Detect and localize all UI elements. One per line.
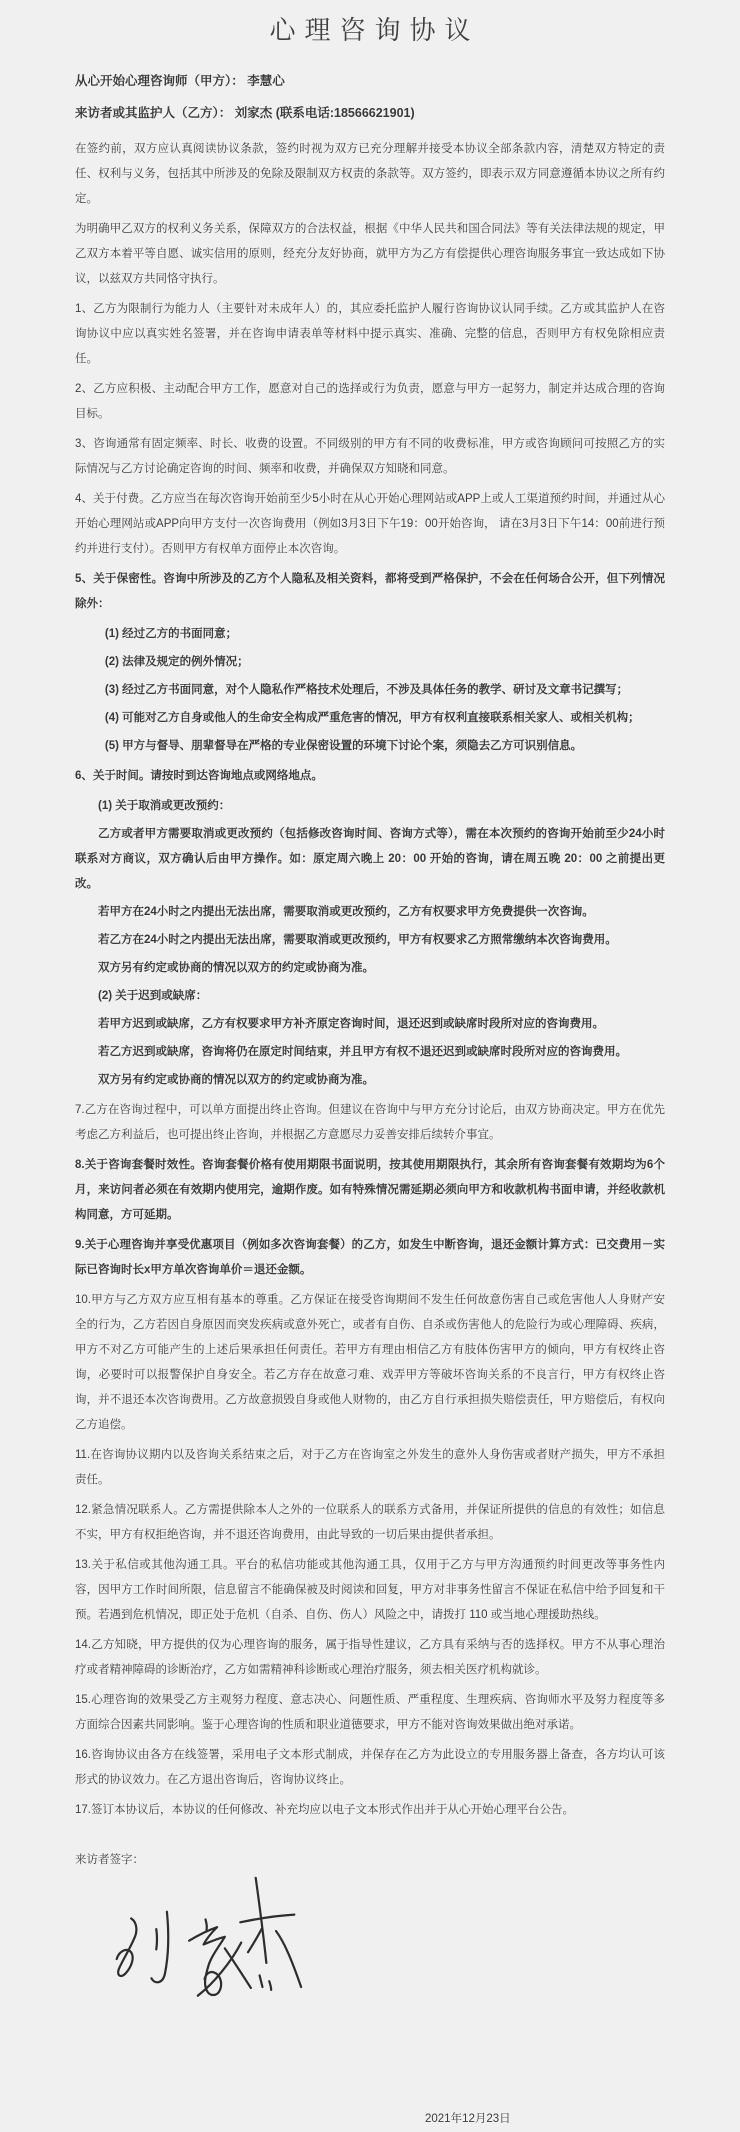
paragraph: 9.关于心理咨询并享受优惠项目（例如多次咨询套餐）的乙方，如发生中断咨询，退还金额计算方式：已交费用－实际已咨询时长x甲方单次咨询单价＝退还金额。	[75, 1239, 665, 1276]
page-title: 心理咨询协议	[269, 15, 480, 45]
paragraph: 乙方或者甲方需要取消或更改预约（包括修改咨询时间、咨询方式等），需在本次预约的咨询开始前至少24小时联系对方商议，双方确认后由甲方操作。如：原定周六晚上 20：00 开始的咨询，请在周五晚 20：00 之前提出更改。	[75, 828, 665, 890]
paragraph: 若乙方在24小时之内提出无法出席，需要取消或更改预约，甲方有权要求乙方照常缴纳本次咨询费用。	[98, 934, 617, 946]
paragraph: 14.乙方知晓，甲方提供的仅为心理咨询的服务，属于指导性建议，乙方具有采纳与否的选择权。甲方不从事心理治疗或者精神障碍的诊断治疗，乙方如需精神科诊断或心理治疗服务，须去相关医疗机构就诊。	[75, 1639, 665, 1676]
paragraph: (3) 经过乙方书面同意，对个人隐私作严格技术处理后，不涉及具体任务的教学、研讨及文章书记撰写；	[104, 684, 629, 696]
paragraph: 若乙方迟到或缺席，咨询将仍在原定时间结束，并且甲方有权不退还迟到或缺席时段所对应的咨询费用。	[98, 1046, 627, 1058]
paragraph: 13.关于私信或其他沟通工具。平台的私信功能或其他沟通工具，仅用于乙方与甲方沟通预约时间更改等事务性内容，因甲方工作时间所限，信息留言不能确保被及时阅读和回复，甲方对非事务性留言不保证在私信中给予回复和干预。若遇到危机情况，即正处于危机（自杀、自伤、伤人）风险之中，请拨打 110 或当地心理援助热线。	[75, 1559, 665, 1621]
paragraph: 若甲方迟到或缺席，乙方有权要求甲方补齐原定咨询时间，退还迟到或缺席时段所对应的咨询费用。	[98, 1018, 604, 1030]
paragraph: 双方另有约定或协商的情况以双方的约定或协商为准。	[98, 1074, 374, 1086]
agreement-paragraphs	[75, 137, 665, 1823]
paragraph: 17.签订本协议后，本协议的任何修改、补充均应以电子文本形式作出并于从心开始心理平台公告。	[75, 1804, 574, 1816]
agreement-document	[0, 10, 740, 2125]
paragraph: 在签约前，双方应认真阅读协议条款，签约时视为双方已充分理解并接受本协议全部条款内容，清楚双方特定的责任、权利与义务，包括其中所涉及的免除及限制双方权责的条款等。双方签约，即表示双方同意遵循本协议之所有约定。	[75, 143, 665, 205]
paragraph: 11.在咨询协议期内以及咨询关系结束之后，对于乙方在咨询室之外发生的意外人身伤害或者财产损失，甲方不承担责任。	[75, 1449, 665, 1486]
paragraph: 6、关于时间。请按时到达咨询地点或网络地点。	[75, 770, 323, 782]
paragraph: 1、乙方为限制行为能力人（主要针对未成年人）的，其应委托监护人履行咨询协议认同手续。乙方或其监护人在咨询协议中应以真实姓名签署，并在咨询申请表单等材料中提示真实、准确、完整的信息，否则甲方有权免除相应责任。	[75, 303, 665, 365]
signature-label: 来访者签字：	[75, 1854, 144, 1866]
paragraph: 8.关于咨询套餐时效性。咨询套餐价格有使用期限书面说明，按其使用期限执行，其余所有咨询套餐有效期均为6个月，来访问者必须在有效期内使用完，逾期作废。如有特殊情况需延期必须向甲方和收款机构书面申请，并经收款机构同意，方可延期。	[75, 1159, 665, 1221]
paragraph: 2、乙方应积极、主动配合甲方工作，愿意对自己的选择或行为负责，愿意与甲方一起努力，制定并达成合理的咨询目标。	[75, 383, 665, 420]
paragraph: 5、关于保密性。咨询中所涉及的乙方个人隐私及相关资料，都将受到严格保护，不会在任何场合公开，但下列情况除外：	[75, 573, 665, 610]
paragraph: 7.乙方在咨询过程中，可以单方面提出终止咨询。但建议在咨询中与甲方充分讨论后，由双方协商决定。甲方在优先考虑乙方利益后，也可提出终止咨询，并根据乙方意愿尽力妥善安排后续转介事宜。	[75, 1104, 665, 1141]
signature-handwriting	[105, 1875, 335, 2015]
paragraph: (4) 可能对乙方自身或他人的生命安全构成严重危害的情况，甲方有权利直接联系相关家人、或相关机构；	[104, 712, 640, 724]
paragraph: 若甲方在24小时之内提出无法出席，需要取消或更改预约，乙方有权要求甲方免费提供一次咨询。	[98, 906, 594, 918]
signature-date: 2021年12月23日	[425, 2113, 511, 2125]
paragraph: 12.紧急情况联系人。乙方需提供除本人之外的一位联系人的联系方式备用，并保证所提供的信息的有效性；如信息不实，甲方有权拒绝咨询，并不退还咨询费用，由此导致的一切后果由提供者承担。	[75, 1504, 665, 1541]
paragraph: (1) 关于取消或更改预约：	[98, 800, 231, 812]
paragraph: (1) 经过乙方的书面同意；	[104, 628, 238, 640]
signature-strokes-icon	[105, 1875, 335, 2015]
paragraph: 双方另有约定或协商的情况以双方的约定或协商为准。	[98, 962, 374, 974]
paragraph: 15.心理咨询的效果受乙方主观努力程度、意志决心、问题性质、严重程度、生理疾病、咨询师水平及努力程度等多方面综合因素共同影响。鉴于心理咨询的性质和职业道德要求，甲方不能对咨询效果做出绝对承诺。	[75, 1694, 665, 1731]
paragraph: 16.咨询协议由各方在线签署，采用电子文本形式制成，并保存在乙方为此设立的专用服务器上备查，各方均认可该形式的协议效力。在乙方退出咨询后，咨询协议终止。	[75, 1749, 665, 1786]
paragraph: 3、咨询通常有固定频率、时长、收费的设置。不同级别的甲方有不同的收费标准，甲方或咨询顾问可按照乙方的实际情况与乙方讨论确定咨询的时间、频率和收费，并确保双方知晓和同意。	[75, 438, 665, 475]
paragraph: 为明确甲乙双方的权利义务关系，保障双方的合法权益，根据《中华人民共和国合同法》等有关法律法规的规定，甲乙双方本着平等自愿、诚实信用的原则，经充分友好协商，就甲方为乙方有偿提供心理咨询服务事宜一致达成如下协议，以兹双方共同恪守执行。	[75, 223, 665, 285]
paragraph: (2) 法律及规定的例外情况；	[104, 656, 249, 668]
paragraph: (5) 甲方与督导、朋辈督导在严格的专业保密设置的环境下讨论个案，须隐去乙方可识别信息。	[104, 740, 583, 752]
party-a-line: 从心开始心理咨询师（甲方）： 李慧心	[75, 74, 285, 88]
paragraph: (2) 关于迟到或缺席：	[98, 990, 208, 1002]
paragraph: 10.甲方与乙方双方应互相有基本的尊重。乙方保证在接受咨询期间不发生任何故意伤害自己或危害他人人身财产安全的行为，乙方若因自身原因而突发疾病或意外死亡，或者有自伤、自杀或伤害他人的危险行为或心理障碍、疾病，甲方不对乙方可能产生的上述后果承担任何责任。若甲方有理由相信乙方有肢体伤害甲方的倾向，甲方有权终止咨询，必要时可以报警保护自身安全。若乙方存在故意刁难、戏弄甲方等破坏咨询关系的不良言行，甲方有权终止咨询，并不退还本次咨询费用。乙方故意损毁自身或他人财物的，由乙方自行承担损失赔偿责任，甲方赔偿后，有权向乙方追偿。	[75, 1294, 665, 1431]
party-b-line: 来访者或其监护人（乙方）： 刘家杰 (联系电话:18566621901)	[75, 106, 415, 120]
paragraph: 4、关于付费。乙方应当在每次咨询开始前至少5小时在从心开始心理网站或APP上或人工渠道预约时间，并通过从心开始心理网站或APP向甲方支付一次咨询费用（例如3月3日下午19：00开始咨询， 请在3月3日下午14：00前进行预约并进行支付）。否则甲方有权单方面停止本次咨询。	[75, 493, 665, 555]
